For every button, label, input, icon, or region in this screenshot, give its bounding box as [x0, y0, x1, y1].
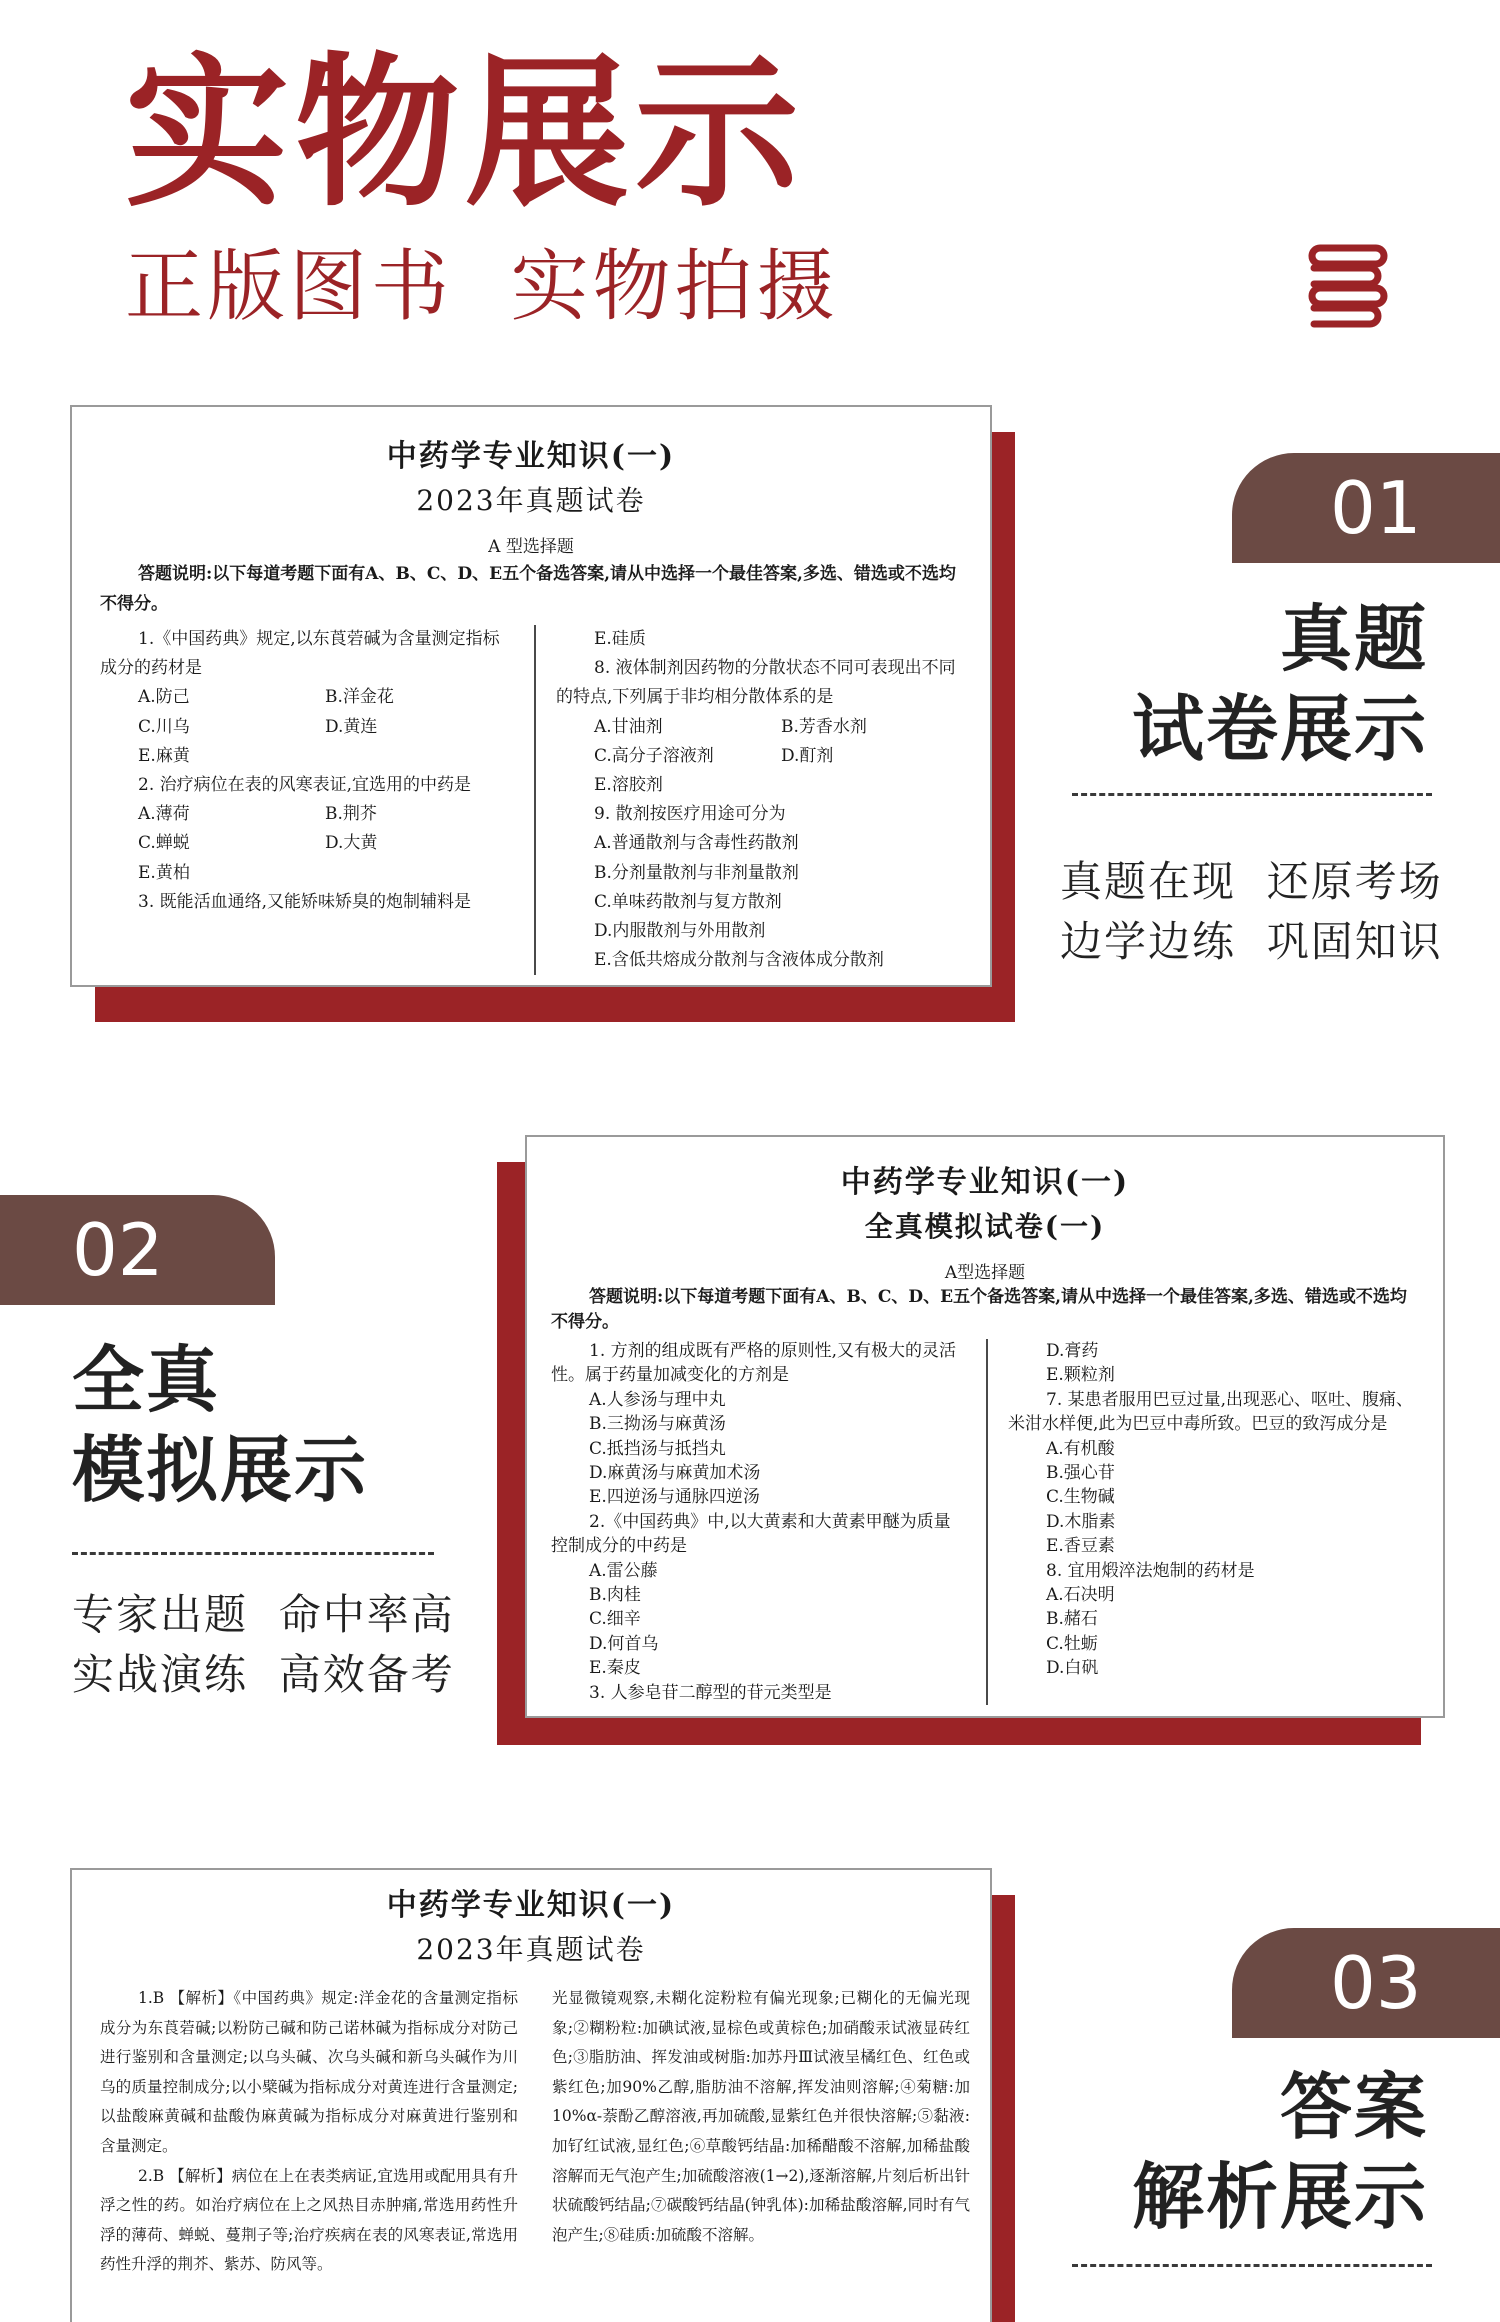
paper-title: 中药学专业知识(一) — [386, 439, 676, 474]
option: C.高分子溶液剂 — [594, 745, 714, 766]
question: 9. 散剂按医疗用途可分为 — [594, 804, 786, 825]
books-stack-icon — [1300, 240, 1390, 330]
option: D.膏药 — [1046, 1341, 1099, 1361]
slogan-line: 专家出题 命中率高 — [72, 1590, 455, 1639]
option: A.甘油剂 — [594, 716, 663, 737]
page-title: 实物展示 — [125, 38, 806, 229]
divider — [1072, 2264, 1432, 2267]
option: C.川乌 — [138, 716, 190, 737]
section-label-line: 答案 — [1279, 2064, 1428, 2149]
answer-paragraph: 1.B 【解析】《中国药典》规定:洋金花的含量测定指标成分为东莨菪碱;以粉防己碱和防己诺林碱为指标成分对防己进行鉴别和含量测定;以乌头碱、次乌头碱和新乌头碱作为川乌的质量控制成分;以小檗碱为指标成分对黄连进行含量测定;以盐酸麻黄碱和盐酸伪麻黄碱为指标成分对麻黄进行鉴别和含量测定。 — [100, 1989, 518, 2155]
option: E.硅质 — [594, 629, 646, 649]
divider — [1072, 793, 1432, 796]
option: D.麻黄汤与麻黄加术汤 — [589, 1463, 761, 1484]
option: A.雷公藤 — [589, 1560, 658, 1581]
question-type: A型选择题 — [944, 1263, 1026, 1283]
option: A.薄荷 — [138, 804, 190, 825]
section-label-line: 全真 — [72, 1337, 221, 1422]
paper-subtitle: 2023年真题试卷 — [416, 484, 646, 517]
page-subtitle: 正版图书 实物拍摄 — [125, 242, 839, 332]
option: C.细辛 — [589, 1609, 641, 1630]
slogan-block — [1060, 852, 1500, 972]
option: B.赭石 — [1046, 1609, 1098, 1630]
paper-title: 中药学专业知识(一) — [386, 1888, 676, 1923]
answer-left-column — [72, 1984, 538, 2280]
question: 1.《中国药典》规定,以东莨菪碱为含量测定指标成分的药材是 — [100, 629, 500, 679]
option: A.有机酸 — [1046, 1438, 1115, 1459]
slogan-line: 实战演练 高效备考 — [72, 1650, 455, 1699]
section-label — [1132, 2062, 1428, 2242]
option: D.黄连 — [325, 716, 378, 737]
paper-subtitle: 2023年真题试卷 — [416, 1933, 646, 1966]
option: E.溶胶剂 — [594, 775, 663, 796]
option: B.芳香水剂 — [781, 716, 867, 737]
option: E.麻黄 — [138, 745, 190, 766]
option: A.防己 — [138, 687, 190, 708]
answer-paragraph: 光显微镜观察,未糊化淀粉粒有偏光现象;已糊化的无偏光现象;②糊粉粒:加碘试液,显棕色或黄棕色;加硝酸汞试液显砖红色;③脂肪油、挥发油或树脂:加苏丹Ⅲ试液呈橘红色、红色或紫红色;加90%乙醇,脂肪油不溶解,挥发油则溶解;④菊糖:加10%α-萘酚乙醇溶液,再加硫酸,显紫红色并很快溶解;⑤黏液:加钌红试液,显红色;⑥草酸钙结晶:加稀醋酸不溶解,加稀盐酸溶解而无气泡产生;加硫酸溶液(1→2),逐渐溶解,片刻后析出针状硫酸钙结晶;⑦碳酸钙结晶(钟乳体):加稀盐酸溶解,同时有气泡产生;⑧硅质:加硫酸不溶解。 — [552, 1989, 970, 2244]
left-column — [72, 625, 534, 975]
option: C.蝉蜕 — [138, 833, 190, 854]
option: E.含低共熔成分散剂与含液体成分散剂 — [594, 950, 884, 971]
question: 2.《中国药典》中,以大黄素和大黄素甲醚为质量控制成分的中药是 — [551, 1511, 951, 1557]
option: D.酊剂 — [781, 745, 834, 766]
section-label-line: 真题 — [1279, 596, 1428, 681]
question: 3. 既能活血通络,又能矫味矫臭的炮制辅料是 — [138, 891, 472, 912]
option: B.肉桂 — [589, 1585, 641, 1606]
question: 8. 液体制剂因药物的分散状态不同可表现出不同的特点,下列属于非均相分散体系的是 — [556, 658, 956, 708]
option: C.单味药散剂与复方散剂 — [594, 891, 782, 912]
option: E.颗粒剂 — [1046, 1365, 1115, 1386]
option: B.荆芥 — [325, 804, 377, 825]
option: B.分剂量散剂与非剂量散剂 — [594, 862, 799, 883]
section-number-tab: 02 — [0, 1195, 275, 1305]
option: D.何首乌 — [589, 1633, 659, 1654]
question: 2. 治疗病位在表的风寒表证,宜选用的中药是 — [138, 775, 472, 796]
section-label — [72, 1335, 368, 1515]
option: A.石决明 — [1046, 1585, 1115, 1606]
section-label-line: 模拟展示 — [72, 1427, 369, 1512]
section-label-line: 试卷展示 — [1131, 686, 1428, 771]
instructions: 答题说明:以下每道考题下面有A、B、C、D、E五个备选答案,请从中选择一个最佳答案,多选、错选或不选均不得分。 — [100, 564, 956, 614]
slogan-line: 真题在现 还原考场 — [1060, 857, 1443, 906]
section-label — [1132, 594, 1428, 774]
exam-paper-2023 — [70, 405, 992, 987]
answer-paper — [70, 1868, 992, 2322]
option: C.生物碱 — [1046, 1487, 1115, 1508]
paper-subtitle: 全真模拟试卷(一) — [864, 1210, 1106, 1243]
section-number-tab: 01 — [1232, 453, 1500, 563]
question: 1. 方剂的组成既有严格的原则性,又有极大的灵活性。属于药量加减变化的方剂是 — [551, 1341, 957, 1386]
option: D.内服散剂与外用散剂 — [594, 921, 766, 942]
option: E.四逆汤与通脉四逆汤 — [589, 1487, 760, 1508]
right-column — [534, 625, 990, 975]
slogan-line: 边学边练 巩固知识 — [1060, 917, 1443, 966]
answer-paragraph: 2.B 【解析】病位在上在表类病证,宜选用或配用具有升浮之性的药。如治疗病位在上之风热目赤肿痛,常选用药性升浮的薄荷、蝉蜕、蔓荆子等;治疗疾病在表的风寒表证,常选用药性升浮的荆芥、紫苏、防风等。 — [100, 2166, 518, 2274]
option: D.白矾 — [1046, 1658, 1099, 1679]
instructions: 答题说明:以下每道考题下面有A、B、C、D、E五个备选答案,请从中选择一个最佳答案,多选、错选或不选均不得分。 — [551, 1287, 1407, 1332]
mock-exam-paper — [525, 1135, 1445, 1718]
option: E.香豆素 — [1046, 1536, 1115, 1557]
question: 7. 某患者服用巴豆过量,出现恶心、呕吐、腹痛、米泔水样便,此为巴豆中毒所致。巴豆的致泻成分是 — [1008, 1389, 1414, 1435]
option: A.普通散剂与含毒性药散剂 — [594, 833, 799, 854]
left-column — [527, 1339, 986, 1705]
section-label-line: 解析展示 — [1131, 2154, 1428, 2239]
section-number-tab: 03 — [1232, 1928, 1500, 2038]
option: D.木脂素 — [1046, 1511, 1116, 1532]
question: 8. 宜用煅淬法炮制的药材是 — [1046, 1560, 1255, 1581]
divider — [72, 1552, 434, 1555]
right-column — [986, 1339, 1443, 1705]
option: C.抵挡汤与抵挡丸 — [589, 1438, 726, 1459]
option: E.黄柏 — [138, 862, 190, 883]
option: E.秦皮 — [589, 1658, 641, 1679]
option: A.人参汤与理中丸 — [589, 1389, 726, 1410]
option: B.强心苷 — [1046, 1463, 1115, 1484]
option: D.大黄 — [325, 833, 378, 854]
option: B.洋金花 — [325, 687, 394, 708]
answer-right-column — [538, 1984, 990, 2280]
option: C.牡蛎 — [1046, 1633, 1098, 1654]
question-type: A 型选择题 — [488, 537, 574, 557]
paper-title: 中药学专业知识(一) — [840, 1165, 1130, 1200]
question: 3. 人参皂苷二醇型的苷元类型是 — [589, 1682, 832, 1703]
slogan-block — [72, 1585, 512, 1705]
option: B.三拗汤与麻黄汤 — [589, 1414, 726, 1435]
